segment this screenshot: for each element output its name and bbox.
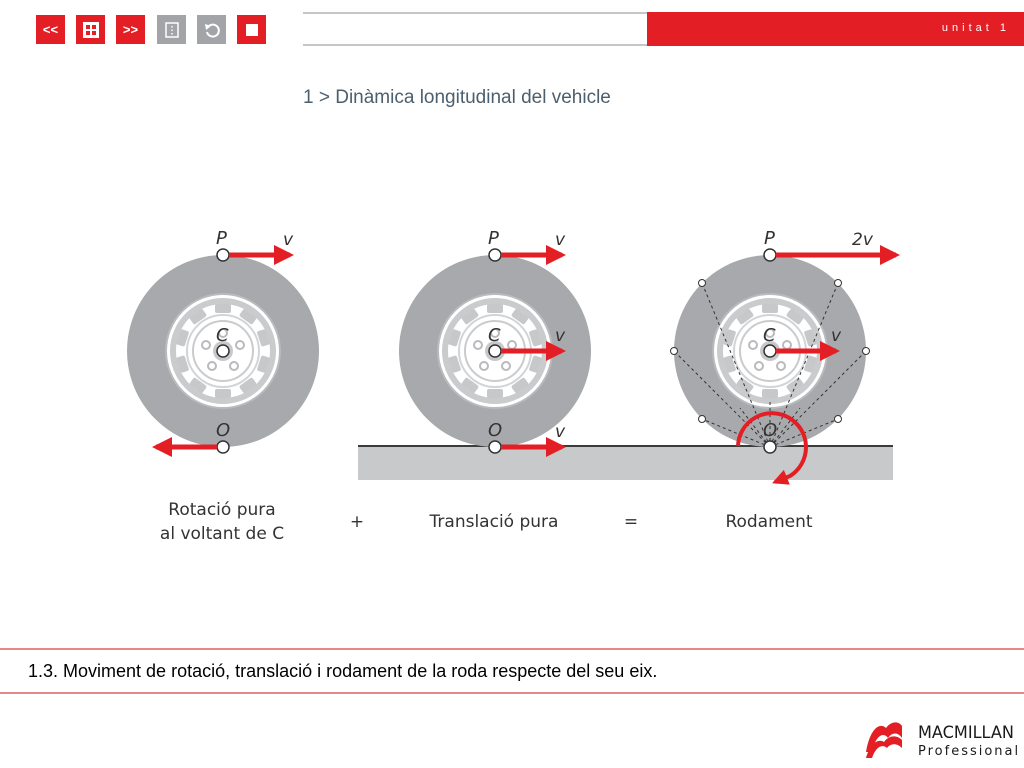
velocity-top-label: 2v [852,230,873,250]
caption-line-1: Translació pura [429,512,559,532]
macmillan-logo [862,712,1022,762]
point-o-label: O [488,420,503,441]
point-p-marker [489,249,501,261]
figure-caption: 1.3. Moviment de rotació, translació i rodament de la roda respecte del seu eix. [28,661,658,681]
caption-line-1: Rodament [725,512,813,532]
point-p-label: P [488,228,499,249]
point-o-marker [217,441,229,453]
ground-surface [358,447,893,480]
caption-line-1: Rotació pura [168,500,276,520]
point-o-marker [489,441,501,453]
velocity-center-label: v [831,326,842,346]
point-c-marker [764,345,776,357]
point-p-marker [217,249,229,261]
velocity-center-label: v [555,326,566,346]
macmillan-logo-mark [866,722,902,758]
point-p-label: P [216,228,227,249]
wheel-rolling [671,228,897,532]
point-p-label: P [764,228,775,249]
caption-line-2: al voltant de C [159,524,285,544]
point-c-label: C [216,325,229,346]
point-c-label: C [488,325,501,346]
velocity-top-label: v [555,230,566,250]
point-c-marker [489,345,501,357]
unit-label: unitat 1 [941,22,1010,34]
previous-label: << [42,22,59,37]
plus-symbol: + [349,512,365,532]
brand-line-2: Professional [918,744,1021,759]
next-label: >> [122,22,139,37]
velocity-top-label: v [283,230,294,250]
point-o-marker [764,441,776,453]
wheel-rotation [127,228,319,544]
velocity-bottom-label: v [555,422,566,442]
equals-symbol: = [623,512,639,532]
brand-line-1: MACMILLAN [918,723,1014,743]
point-p-marker [764,249,776,261]
point-o-label: O [763,420,778,441]
point-c-label: C [763,325,776,346]
point-c-marker [217,345,229,357]
page-title: 1 > Dinàmica longitudinal del vehicle [303,87,611,108]
point-o-label: O [216,420,231,441]
wheel-translation [399,228,591,532]
